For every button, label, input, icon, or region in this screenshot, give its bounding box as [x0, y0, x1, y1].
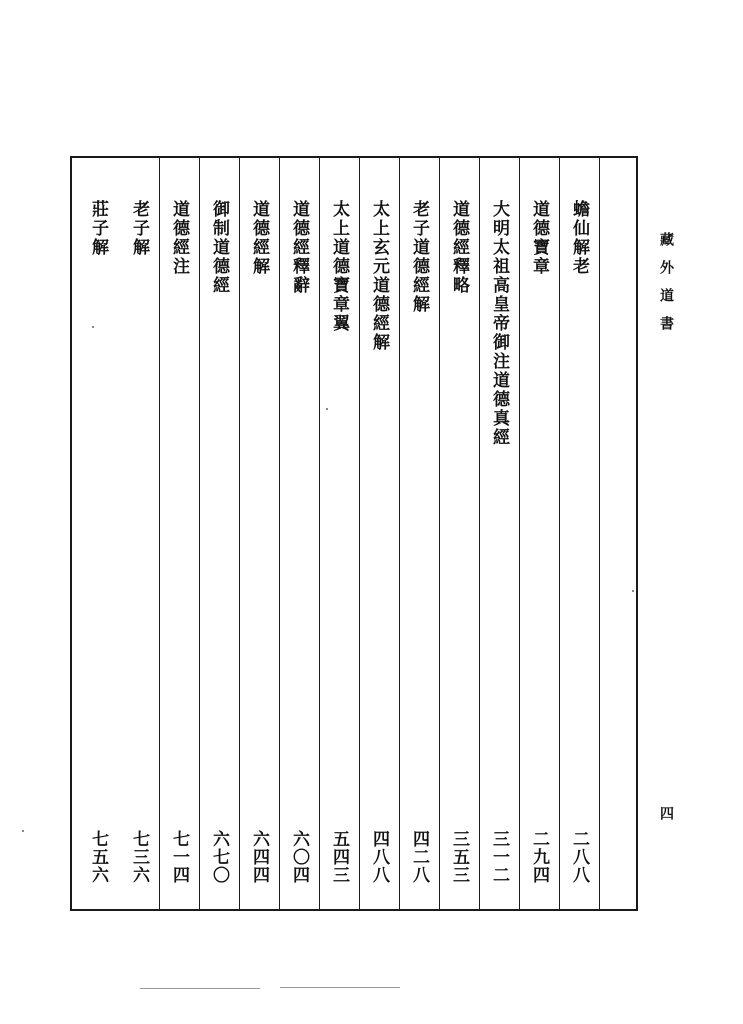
scan-speck [326, 408, 328, 410]
scan-artifact [280, 987, 400, 988]
toc-entry-title: 大明太祖高皇帝御注道德真經 [489, 200, 509, 447]
toc-entry-page: 六四四 [249, 830, 269, 884]
blank-column [600, 158, 638, 909]
toc-entry-page: 三一二 [489, 830, 509, 884]
toc-entry-title: 道德經釋略 [449, 200, 469, 295]
toc-entry-page: 五四三 [329, 830, 349, 884]
toc-entry [200, 158, 240, 909]
toc-entry [560, 158, 600, 909]
toc-entry [520, 158, 560, 909]
toc-entry-title: 老子解 [129, 200, 149, 257]
scan-artifact [140, 988, 260, 989]
toc-entry [400, 158, 440, 909]
toc-frame [70, 156, 638, 911]
page-number: 四 [658, 806, 674, 820]
toc-entry-title: 蟾仙解老 [569, 200, 589, 276]
toc-entry-title: 老子道德經解 [409, 200, 429, 314]
toc-entry [320, 158, 360, 909]
toc-entry-page: 四二八 [409, 830, 429, 884]
toc-entry [280, 158, 320, 909]
toc-entry-page: 三五三 [449, 830, 469, 884]
toc-entry-page: 七五六 [88, 830, 108, 884]
toc-entry-title: 道德經注 [169, 200, 189, 276]
toc-entry [240, 158, 280, 909]
toc-entry-page: 二八八 [569, 830, 589, 884]
toc-entry [440, 158, 480, 909]
toc-entry [78, 158, 118, 909]
toc-entry-title: 莊子解 [88, 200, 108, 257]
toc-entry-title: 道德經釋辭 [289, 200, 309, 295]
toc-entry-page: 七一四 [169, 830, 189, 884]
toc-entry-title: 太上道德寶章翼 [329, 200, 349, 333]
toc-entry-title: 太上玄元道德經解 [369, 200, 389, 352]
toc-entry-page: 六七〇 [209, 830, 229, 884]
toc-entry-page: 七三六 [129, 830, 149, 884]
scan-speck [22, 830, 24, 832]
toc-entry [120, 158, 160, 909]
toc-entry-page: 四八八 [369, 830, 389, 884]
toc-entry-title: 御制道德經 [209, 200, 229, 295]
toc-entry-title: 道德寶章 [529, 200, 549, 276]
toc-entry-page: 二九四 [529, 830, 549, 884]
book-title: 藏外道書 [658, 232, 674, 344]
toc-entry-title: 道德經解 [249, 200, 269, 276]
toc-entry [360, 158, 400, 909]
scan-speck [92, 326, 94, 328]
scan-speck [632, 590, 634, 592]
toc-entry-page: 六〇四 [289, 830, 309, 884]
toc-entry [160, 158, 200, 909]
toc-entry [480, 158, 520, 909]
